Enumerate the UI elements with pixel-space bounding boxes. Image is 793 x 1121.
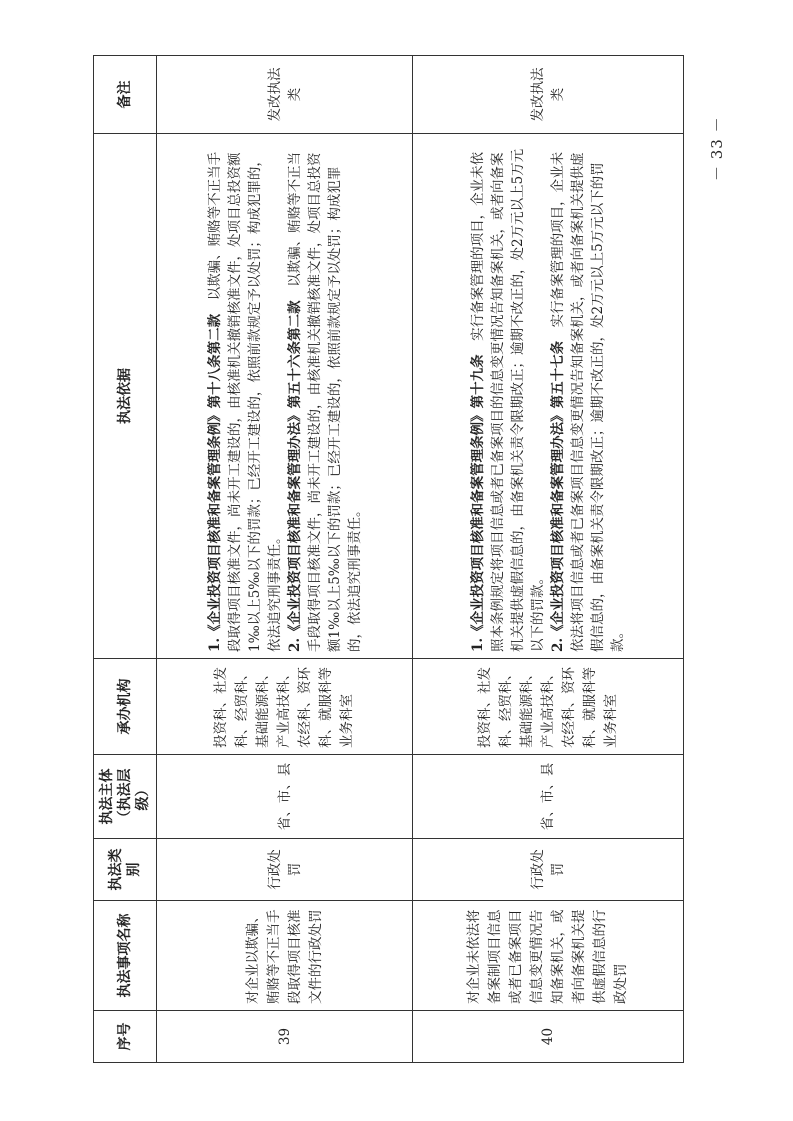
row-org: 投资科、社发科、经贸科、基础能源科、产业高技科、农经科、资环科、就服科等业务科室	[413, 659, 684, 755]
row-org: 投资科、社发科、经贸科、基础能源科、产业高技科、农经科、资环科、就服科等业务科室	[157, 659, 413, 755]
row-index: 39	[157, 1011, 413, 1063]
row-name: 对企业未依法将备案制项目信息或者已备案项目信息变更情况告知备案机关，或者向备案机关提供虚假信息的行政处罚	[413, 901, 684, 1011]
basis-clause-text: 以欺骗、贿赂等不正当手段取得项目核准文件，尚未开工建设的，由核准机关撤销核准文件，处项目总投资额1‰以上5‰以下的罚款；已经开工建设的，依照前款规定予以处罚；构成犯罪的，依法追究刑事责任。	[286, 151, 363, 652]
row-category: 行政处罚	[413, 839, 684, 901]
row-note: 发改执法类	[413, 56, 684, 134]
header-org: 承办机构	[94, 659, 157, 755]
basis-clause	[205, 140, 285, 652]
row-index: 40	[413, 1011, 684, 1063]
basis-clause	[468, 140, 548, 652]
row-note: 发改执法类	[157, 56, 413, 134]
basis-clause-lead: 2.《企业投资项目核准和备案管理办法》第五十七条	[550, 340, 566, 652]
basis-clause-lead: 1.《企业投资项目核准和备案管理条例》第十九条	[470, 354, 486, 652]
row-category: 行政处罚	[157, 839, 413, 901]
page-number: － 33 －	[708, 116, 726, 181]
table-row	[157, 56, 413, 1063]
header-subject: 执法主体（执法层级）	[94, 755, 157, 839]
header-index: 序号	[94, 1011, 157, 1063]
header-category: 执法类别	[94, 839, 157, 901]
header-name: 执法事项名称	[94, 901, 157, 1011]
row-subject: 省、市、县	[157, 755, 413, 839]
basis-clause	[285, 140, 365, 652]
table-row	[413, 56, 684, 1063]
row-name: 对企业以欺骗、贿赂等不正当手段取得项目核准文件的行政处罚	[157, 901, 413, 1011]
row-basis	[157, 134, 413, 659]
row-subject: 省、市、县	[413, 755, 684, 839]
basis-clause-text: 以欺骗、贿赂等不正当手段取得项目核准文件，尚未开工建设的，由核准机关撤销核准文件，处项目总投资额1‰以上5‰以下的罚款；已经开工建设的，依照前款规定予以处罚；构成犯罪的，依法追究刑事责任。	[206, 151, 283, 652]
table-header-row	[94, 56, 157, 1063]
header-basis: 执法依据	[94, 134, 157, 659]
basis-clause	[548, 140, 628, 652]
basis-clause-text: 实行备案管理的项目，企业未依法将项目信息或者已备案项目信息变更情况告知备案机关，或者向备案机关提供虚假信息的，由备案机关责令限期改正；逾期不改正的，处2万元以上5万元以下的罚款。	[550, 151, 626, 652]
basis-clause-lead: 2.《企业投资项目核准和备案管理办法》第五十六条第二款	[286, 300, 303, 652]
header-note: 备注	[94, 56, 157, 134]
basis-clause-text: 实行备案管理的项目，企业未依照本条例规定将项目信息或者已备案项目的信息变更情况告知备案机关，或者向备案机关提供虚假信息的，由备案机关责令限期改正；逾期不改正的，处2万元以上5万元以下的罚款。	[470, 148, 546, 652]
row-basis	[413, 134, 684, 659]
basis-clause-lead: 1.《企业投资项目核准和备案管理条例》第十八条第二款	[206, 313, 223, 652]
enforcement-items-table	[93, 55, 684, 1063]
